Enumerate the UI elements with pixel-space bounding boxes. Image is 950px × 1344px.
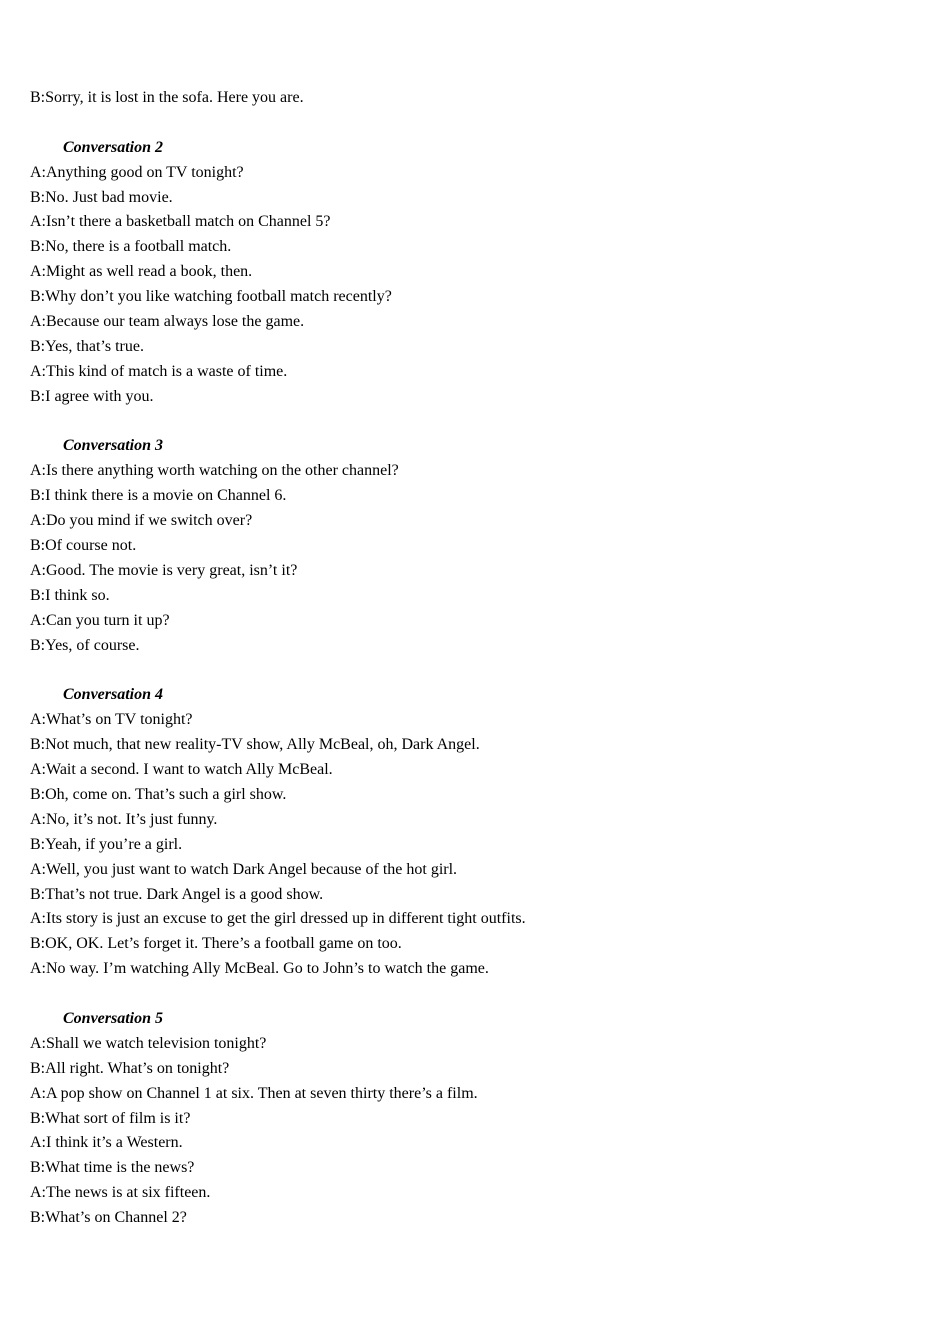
dialogue-line: B:Of course not.	[30, 537, 137, 555]
section-gap	[30, 410, 920, 435]
dialogue-line: B:Yes, of course.	[30, 636, 140, 654]
dialogue-line: B:Yes, that’s true.	[30, 337, 144, 355]
dialogue-line: B:Not much, that new reality-TV show, Ally McBeal, oh, Dark Angel.	[30, 736, 480, 754]
conversation-4	[30, 683, 920, 982]
dialogue-line: B:I think so.	[30, 586, 110, 604]
dialogue-line: B:OK, OK. Let’s forget it. There’s a football game on too.	[30, 935, 402, 953]
dialogue-line: A:The news is at six fifteen.	[30, 1184, 211, 1202]
dialogue-line: B:I agree with you.	[30, 387, 154, 405]
dialogue-line: B:Sorry, it is lost in the sofa. Here you are.	[30, 89, 304, 106]
dialogue-line: A:Because our team always lose the game.	[30, 313, 305, 331]
dialogue-line: A:I think it’s a Western.	[30, 1134, 183, 1152]
conversation-heading: Conversation 3	[63, 437, 164, 455]
section-gap	[30, 982, 920, 1007]
dialogue-line: A:Is there anything worth watching on the other channel?	[30, 462, 399, 480]
dialogue-line: B:Why don’t you like watching football match recently?	[30, 288, 392, 306]
dialogue-line: B:Oh, come on. That’s such a girl show.	[30, 785, 287, 803]
dialogue-line: B:No. Just bad movie.	[30, 188, 173, 206]
conversation-heading: Conversation 2	[63, 138, 164, 156]
dialogue-line: A:What’s on TV tonight?	[30, 711, 193, 729]
dialogue-line: B:All right. What’s on tonight?	[30, 1059, 230, 1077]
dialogue-line: B:No, there is a football match.	[30, 238, 232, 256]
dialogue-line: A:Wait a second. I want to watch Ally McBeal.	[30, 761, 333, 779]
dialogue-line: A:Well, you just want to watch Dark Angel because of the hot girl.	[30, 860, 458, 878]
conversation-5	[30, 1007, 920, 1231]
dialogue-line: B:That’s not true. Dark Angel is a good show.	[30, 885, 324, 903]
dialogue-line: A:Its story is just an excuse to get the girl dressed up in different tight outfits.	[30, 910, 526, 928]
dialogue-line: B:What sort of film is it?	[30, 1109, 191, 1127]
conversation-heading: Conversation 4	[63, 686, 164, 704]
dialogue-line: A:Might as well read a book, then.	[30, 263, 253, 281]
dialogue-line: A:No, it’s not. It’s just funny.	[30, 810, 218, 828]
dialogue-line: B:I think there is a movie on Channel 6.	[30, 487, 287, 505]
conversation-heading: Conversation 5	[63, 1009, 164, 1027]
dialogue-line: A:A pop show on Channel 1 at six. Then at seven thirty there’s a film.	[30, 1084, 478, 1102]
section-gap	[30, 111, 920, 136]
dialogue-line: A:This kind of match is a waste of time.	[30, 362, 288, 380]
dialogue-line: A:Shall we watch television tonight?	[30, 1034, 267, 1052]
dialogue-line: A:Can you turn it up?	[30, 611, 170, 629]
dialogue-line: A:Do you mind if we switch over?	[30, 512, 253, 530]
dialogue-line: A:Isn’t there a basketball match on Channel 5?	[30, 213, 331, 231]
dialogue-line: B:What time is the news?	[30, 1159, 195, 1177]
dialogue-line: B:What’s on Channel 2?	[30, 1209, 187, 1227]
dialogue-line: A:No way. I’m watching Ally McBeal. Go to John’s to watch the game.	[30, 960, 489, 978]
section-gap	[30, 658, 920, 683]
conversation-2	[30, 136, 920, 410]
document-page	[30, 86, 920, 1231]
dialogue-line: A:Good. The movie is very great, isn’t it?	[30, 561, 298, 579]
dialogue-line: B:Yeah, if you’re a girl.	[30, 835, 183, 853]
dialogue-line: A:Anything good on TV tonight?	[30, 163, 244, 181]
conversation-3	[30, 434, 920, 658]
